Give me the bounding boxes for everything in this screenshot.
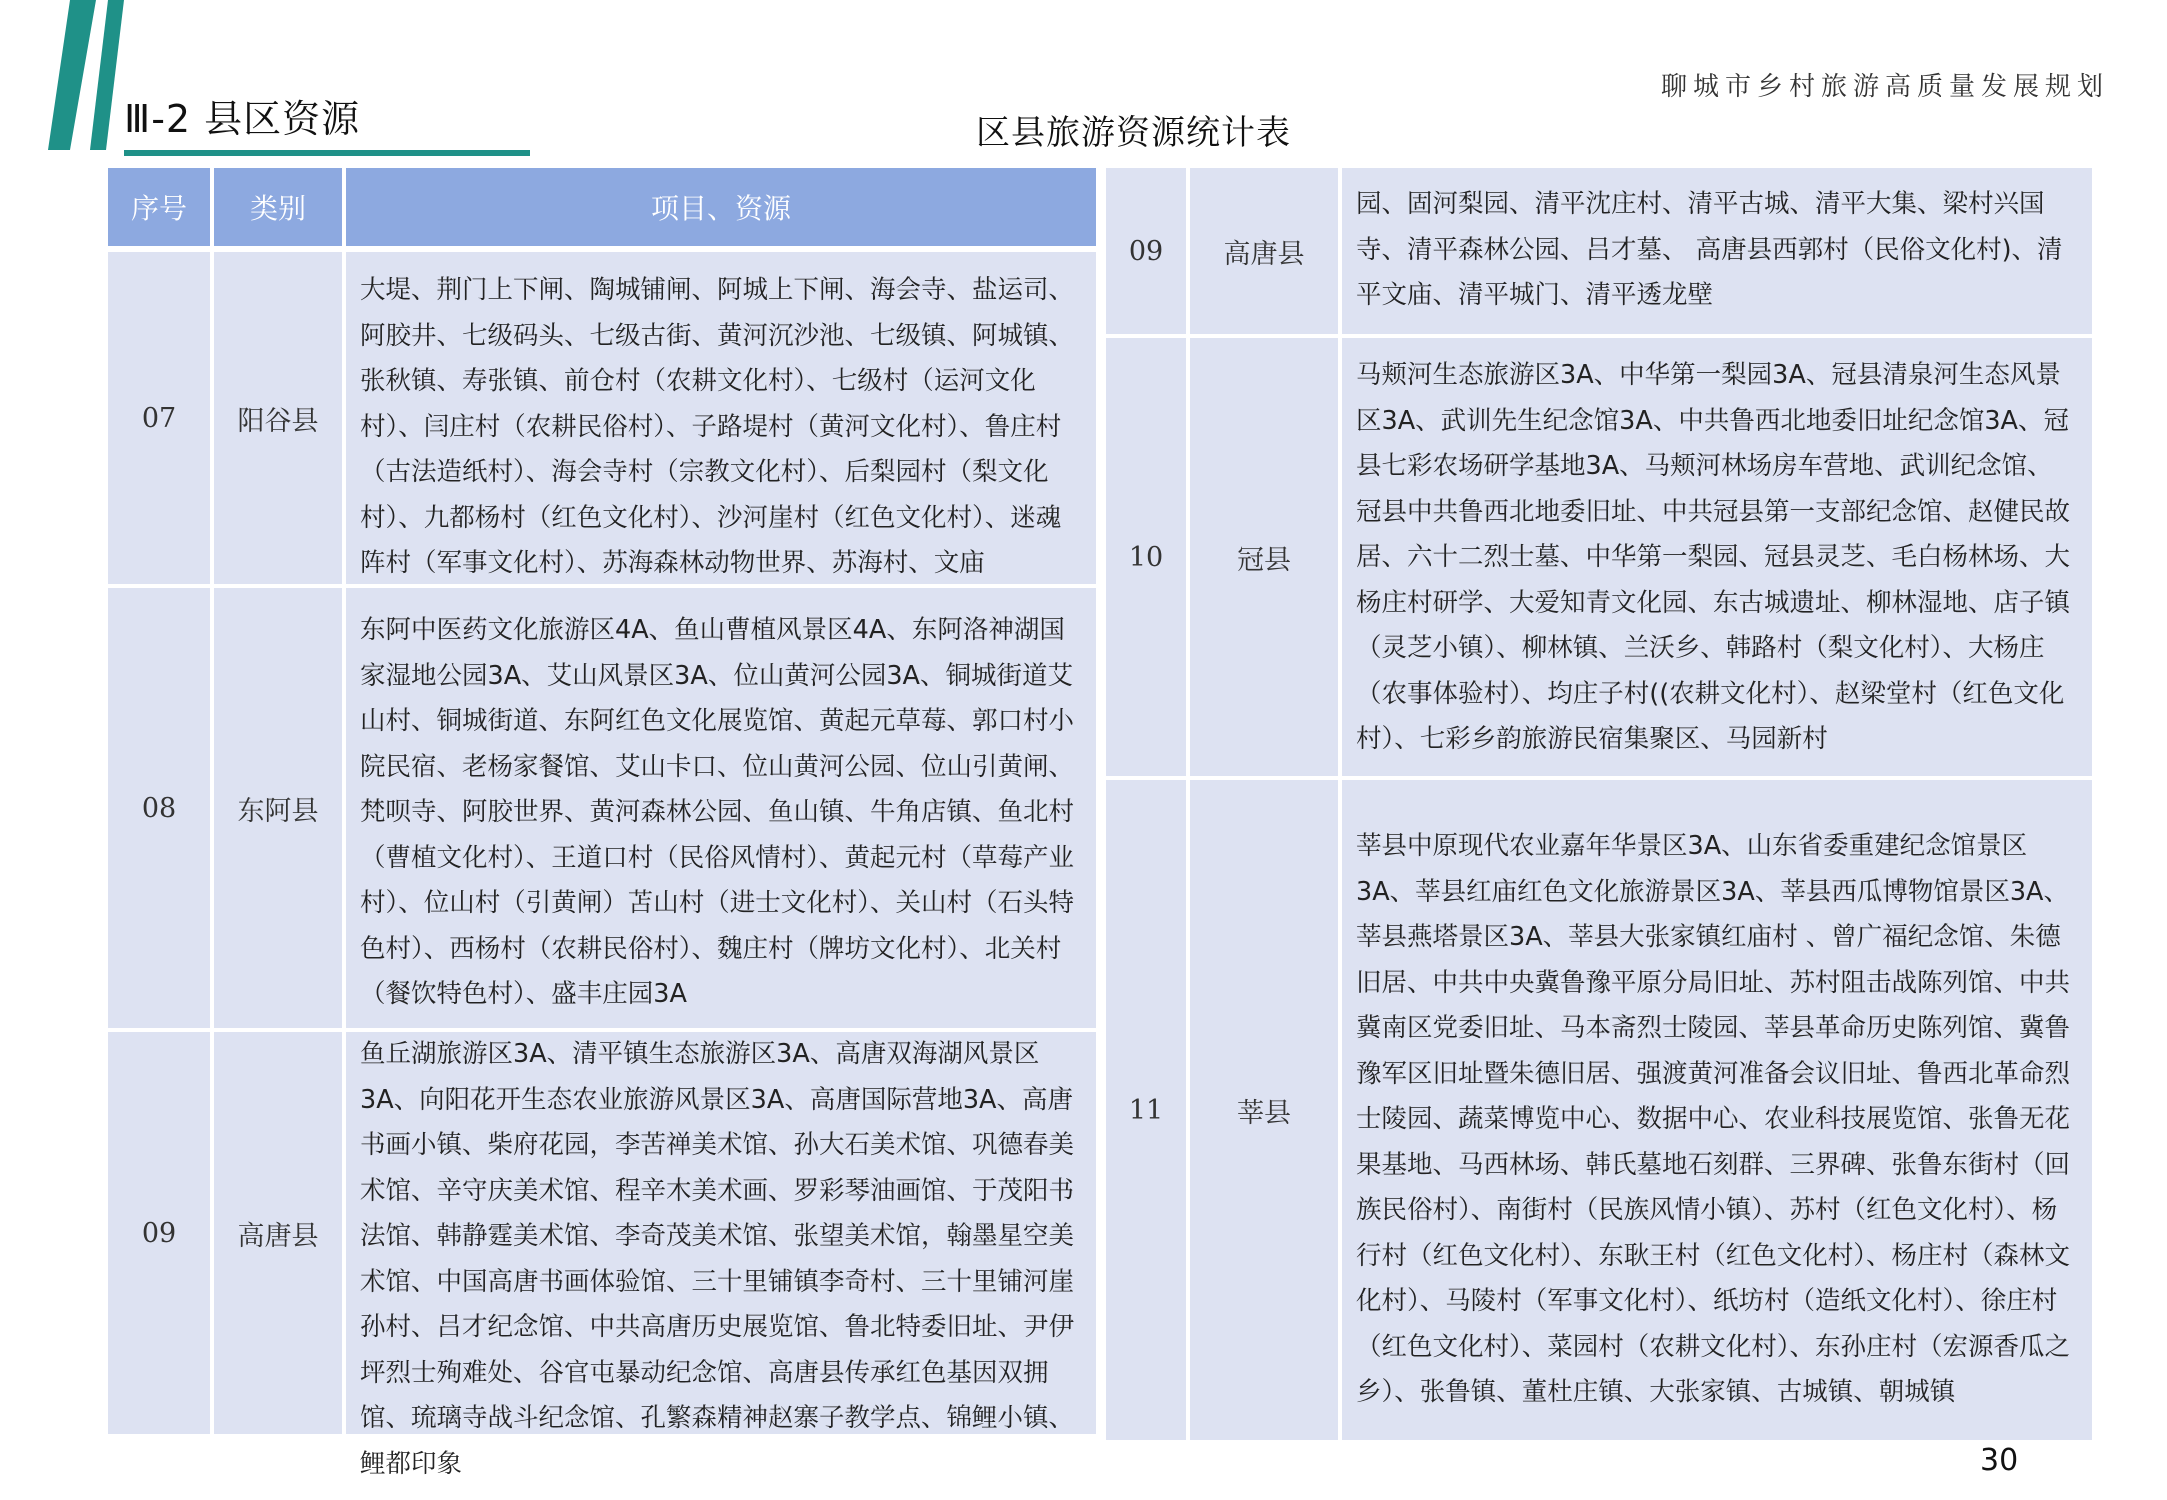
row-county: 莘县 [1190, 780, 1338, 1440]
page-number: 30 [1980, 1443, 2019, 1478]
row-resources: 马颊河生态旅游区3A、中华第一梨园3A、冠县清泉河生态风景区3A、武训先生纪念馆3A、中共鲁西北地委旧址纪念馆3A、冠县七彩农场研学基地3A、马颊河林场房车营地、武训纪念馆、冠县中共鲁西北地委旧址、中共冠县第一支部纪念馆、赵健民故居、六十二烈士墓、中华第一梨园、冠县灵芝、毛白杨林场、大杨庄村研学、大爱知青文化园、东古城遗址、柳林湿地、店子镇（灵芝小镇）、柳林镇、兰沃乡、韩路村（梨文化村）、大杨庄（农事体验村）、均庄子村((农耕文化村）、赵梁堂村（红色文化村）、七彩乡韵旅游民宿集聚区、马园新村 [1342, 338, 2092, 776]
header-category: 类别 [214, 168, 342, 246]
row-resources: 园、固河梨园、清平沈庄村、清平古城、清平大集、梁村兴国寺、清平森林公园、吕才墓、 高唐县西郭村（民俗文化村)、清平文庙、清平城门、清平透龙壁 [1342, 168, 2092, 334]
row-resources: 鱼丘湖旅游区3A、清平镇生态旅游区3A、高唐双海湖风景区3A、向阳花开生态农业旅游风景区3A、高唐国际营地3A、高唐书画小镇、柴府花园，李苦禅美术馆、孙大石美术馆、巩德春美术馆、辛守庆美术馆、程辛木美术画、罗彩琴油画馆、于茂阳书法馆、韩静霆美术馆、李奇茂美术馆、张望美术馆，翰墨星空美术馆、中国高唐书画体验馆、三十里铺镇李奇村、三十里铺河崖孙村、吕才纪念馆、中共高唐历史展览馆、鲁北特委旧址、尹伊坪烈士殉难处、谷官屯暴动纪念馆、高唐县传承红色基因双拥馆、琉璃寺战斗纪念馆、孔繁森精神赵寨子教学点、锦鲤小镇、鲤都印象 [346, 1032, 1096, 1434]
row-resources: 莘县中原现代农业嘉年华景区3A、山东省委重建纪念馆景区3A、莘县红庙红色文化旅游景区3A、莘县西瓜博物馆景区3A、莘县燕塔景区3A、莘县大张家镇红庙村 、曾广福纪念馆、朱德旧居、中共中央冀鲁豫平原分局旧址、苏村阻击战陈列馆、中共冀南区党委旧址、马本斋烈士陵园、莘县革命历史陈列馆、冀鲁豫军区旧址暨朱德旧居、强渡黄河准备会议旧址、鲁西北革命烈士陵园、蔬菜博览中心、数据中心、农业科技展览馆、张鲁无花果基地、马西林场、韩氏墓地石刻群、三界碑、张鲁东街村（回族民俗村）、南街村（民族风情小镇）、苏村（红色文化村）、杨行村（红色文化村）、东耿王村（红色文化村）、杨庄村（森林文化村）、马陵村（军事文化村）、纸坊村（造纸文化村）、徐庄村（红色文化村）、菜园村（农耕文化村）、东孙庄村（宏源香瓜之乡）、张鲁镇、董杜庄镇、大张家镇、古城镇、朝城镇 [1342, 780, 2092, 1440]
row-number: 09 [1106, 168, 1186, 334]
document-title: 聊城市乡村旅游高质量发展规划 [1660, 72, 2109, 102]
row-number: 09 [108, 1032, 210, 1434]
row-number: 11 [1106, 780, 1186, 1440]
section-title: Ⅲ-2 县区资源 [124, 97, 361, 141]
row-resources: 大堤、荆门上下闸、陶城铺闸、阿城上下闸、海会寺、盐运司、阿胶井、七级码头、七级古街、黄河沉沙池、七级镇、阿城镇、张秋镇、寿张镇、前仓村（农耕文化村）、七级村（运河文化村）、闫庄村（农耕民俗村）、子路堤村（黄河文化村）、鲁庄村（古法造纸村）、海会寺村（宗教文化村）、后梨园村（梨文化村）、九都杨村（红色文化村）、沙河崖村（红色文化村）、迷魂阵村（军事文化村）、苏海森林动物世界、苏海村、文庙 [346, 252, 1096, 584]
row-county: 东阿县 [214, 588, 342, 1028]
row-number: 10 [1106, 338, 1186, 776]
row-resources: 东阿中医药文化旅游区4A、鱼山曹植风景区4A、东阿洛神湖国家湿地公园3A、艾山风景区3A、位山黄河公园3A、铜城街道艾山村、铜城街道、东阿红色文化展览馆、黄起元草莓、郭口村小院民宿、老杨家餐馆、艾山卡口、位山黄河公园、位山引黄闸、梵呗寺、阿胶世界、黄河森林公园、鱼山镇、牛角店镇、鱼北村（曹植文化村）、王道口村（民俗风情村）、黄起元村（草莓产业村）、位山村（引黄闸）苫山村（进士文化村）、关山村（石头特色村）、西杨村（农耕民俗村）、魏庄村（牌坊文化村）、北关村（餐饮特色村）、盛丰庄园3A [346, 588, 1096, 1028]
header-num: 序号 [108, 168, 210, 246]
row-number: 08 [108, 588, 210, 1028]
header-resources: 项目、资源 [346, 168, 1096, 246]
row-county: 阳谷县 [214, 252, 342, 584]
row-county: 高唐县 [1190, 168, 1338, 334]
row-county: 高唐县 [214, 1032, 342, 1434]
row-number: 07 [108, 252, 210, 584]
table-title: 区县旅游资源统计表 [976, 113, 1291, 153]
row-county: 冠县 [1190, 338, 1338, 776]
